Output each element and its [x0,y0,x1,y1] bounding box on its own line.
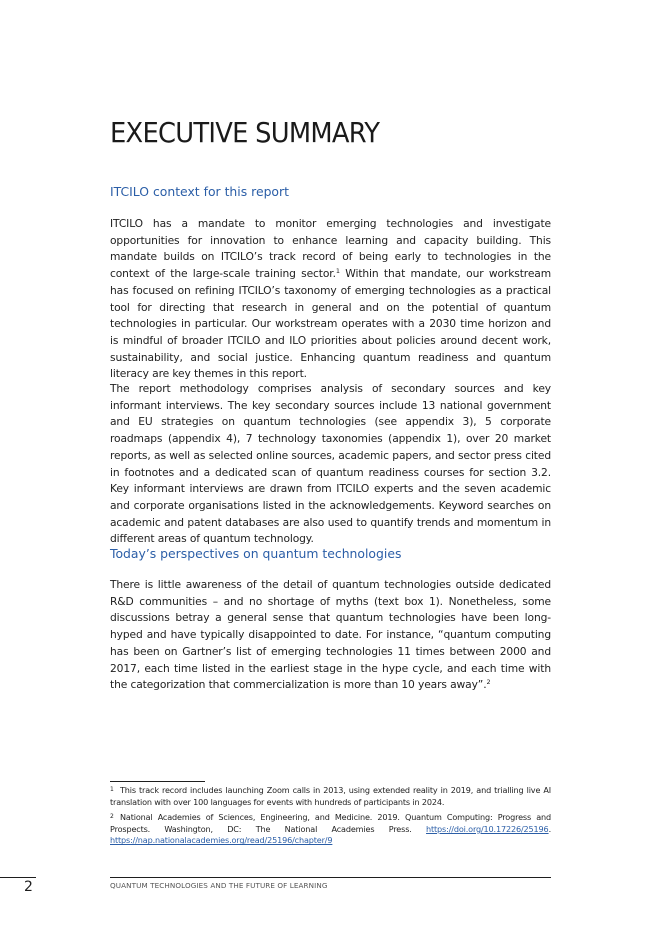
footnotes [110,784,551,850]
section-heading-perspectives: Today’s perspectives on quantum technologies [110,546,402,561]
footnote-text: National Academies of Sciences, Engineering, and Medicine. 2019. Quantum Computing: Progress and Prospects. Washington, DC: The National Academies Press. [110,812,551,834]
page-title: EXECUTIVE SUMMARY [110,116,380,149]
footer-divider [110,877,551,878]
footnote-1 [110,784,551,808]
nap-link[interactable]: https://nap.nationalacademies.org/read/25196/chapter/9 [110,835,333,846]
section-heading-itcilo-context: ITCILO context for this report [110,184,289,199]
footnote-number: 2 [110,813,114,821]
paragraph-mandate-text-b: Within that mandate, our workstream has focused on refining ITCILO’s taxonomy of emerging technologies as a practical tool for directing that research in general and on the potential of quantum technologies in particular. Our workstream operates with a 2030 time horizon and is mindful of broader ITCILO and ILO priorities about policies around decent work, sustainability, and social justice. Enhancing quantum readiness and quantum literacy are key themes in this report. [110,267,551,381]
paragraph-mandate [110,216,551,383]
running-title: QUANTUM TECHNOLOGIES AND THE FUTURE OF LEARNING [110,881,328,890]
paragraph-perspectives [110,577,551,694]
link-separator: . [548,823,551,834]
paragraph-mandate-text-a: ITCILO has a mandate to monitor emerging technologies and investigate opportunities for innovation to enhance learning and capacity building. This mandate builds on ITCILO’s track record of being early to technologies in the context of the large-scale training sector. [110,217,551,281]
doi-link[interactable]: https://doi.org/10.17226/25196 [426,823,549,834]
footnote-number: 1 [110,786,114,793]
footnote-text: This track record includes launching Zoom calls in 2013, using extended reality in 2019, and trialling live AI translation with over 100 languages for events with hundreds of participants in 2024. [110,785,551,807]
page-number-rule [0,877,36,878]
page-number: 2 [24,879,33,895]
footnote-ref-1: 1 [335,267,340,276]
footnote-divider [110,781,205,782]
footnote-ref-2: 2 [486,678,491,687]
paragraph-methodology: The report methodology comprises analysis of secondary sources and key informant interviews. The key secondary sources include 13 national government and EU strategies on quantum technologies (see appendix 3), 5 corporate roadmaps (appendix 4), 7 technology taxonomies (appendix 1), over 20 market reports, as well as selected online sources, academic papers, and sector press cited in footnotes and a dedicated scan of quantum readiness courses for section 3.2. Key informant interviews are drawn from ITCILO experts and the seven academic and corporate organisations listed in the acknowledgements. Keyword searches on academic and patent databases are also used to quantify trends and momentum in different areas of quantum technology. [110,382,551,546]
footnote-2 [110,811,551,847]
paragraph-perspectives-text: There is little awareness of the detail of quantum technologies outside dedicated R&D communities – and no shortage of myths (text box 1). Nonetheless, some discussions betray a general sense that quantum technologies have been long-hyped and have typically disappointed to date. For instance, “quantum computing has been on Gartner’s list of emerging technologies 11 times between 2000 and 2017, each time listed in the earliest stage in the hype cycle, and each time with the categorization that commercialization is more than 10 years away”. [110,578,551,692]
